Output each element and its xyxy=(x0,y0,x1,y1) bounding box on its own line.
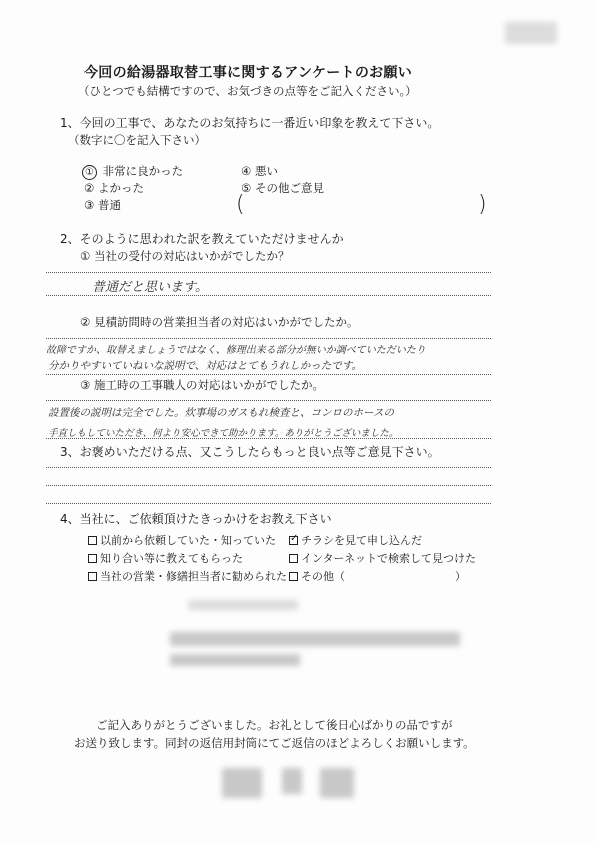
redacted-signature xyxy=(222,768,262,798)
q1-option-1[interactable] xyxy=(82,163,183,180)
checkbox-checked[interactable] xyxy=(289,536,298,545)
q1-option-2[interactable] xyxy=(84,180,144,196)
other-opinion-paren-open: ( xyxy=(236,192,245,217)
question-2-sub-1: ① 当社の受付の対応はいかがでしたか？ xyxy=(80,249,290,263)
answer-line xyxy=(46,503,491,504)
option-label: 悪い xyxy=(254,164,278,178)
answer-line xyxy=(46,338,491,339)
handwritten-answer-3-line-1: 設置後の説明は完全でした。炊事場のガスもれ検査と、コンロのホースの xyxy=(48,407,394,419)
q4-option-1[interactable] xyxy=(88,532,276,548)
redacted-date xyxy=(188,600,298,610)
redacted-customer-info-line-1 xyxy=(170,632,460,646)
answer-line xyxy=(46,400,491,401)
option-label: その他ご意見 xyxy=(254,181,324,195)
redacted-signature xyxy=(282,768,302,794)
redacted-customer-info-line-2 xyxy=(170,654,300,666)
handwritten-answer-2-line-2: 分かりやすいていねいな説明で、対応はとてもうれしかったです。 xyxy=(48,360,362,372)
answer-line xyxy=(46,272,491,273)
other-opinion-paren-close: ) xyxy=(478,192,487,217)
question-4: 4、当社に、ご依頼頂けたきっかけをお教え下さい xyxy=(60,512,332,526)
handwritten-answer-2-line-1: 故障ですか、取替えましょうではなく、修理出来る部分が無いか調べていただいたり xyxy=(46,345,426,356)
survey-subtitle: （ひとつでも結構ですので、お気づきの点等をご記入ください。） xyxy=(78,84,417,98)
question-2: 2、そのように思われた訳を教えていただけませんか xyxy=(60,232,344,246)
q1-option-3[interactable] xyxy=(84,197,121,213)
answer-line xyxy=(46,295,491,296)
q1-option-4[interactable] xyxy=(241,163,278,179)
option-label: 知り合い等に教えてもらった xyxy=(100,552,243,565)
q4-option-3[interactable] xyxy=(88,568,287,584)
handwritten-answer-1: 普通だと思います。 xyxy=(92,280,208,295)
q1-option-5[interactable] xyxy=(241,180,324,196)
survey-title: 今回の給湯器取替工事に関するアンケートのお願い xyxy=(84,65,413,81)
option-number: ⑤ xyxy=(241,181,252,195)
question-1-instruction: （数字に〇を記入下さい） xyxy=(68,133,206,147)
answer-line xyxy=(46,438,491,439)
checkbox[interactable] xyxy=(289,572,298,581)
checkbox[interactable] xyxy=(88,572,97,581)
option-number: ② xyxy=(84,181,95,195)
option-label: 当社の営業・修繕担当者に勧められた xyxy=(100,570,287,583)
answer-line xyxy=(46,467,491,468)
checkbox[interactable] xyxy=(289,554,298,563)
option-number: ① xyxy=(82,165,97,180)
checkbox[interactable] xyxy=(88,554,97,563)
question-1: 1、今回の工事で、あなたのお気持ちに一番近い印象を教えて下さい。 xyxy=(60,116,440,130)
q4-option-6[interactable] xyxy=(289,568,466,584)
answer-line xyxy=(46,374,491,375)
option-label: よかった xyxy=(97,181,144,195)
option-label: 非常に良かった xyxy=(102,164,184,178)
question-2-sub-2: ② 見積訪問時の営業担当者の対応はいかがでしたか。 xyxy=(80,315,359,329)
redacted-corner-stamp xyxy=(505,22,557,44)
q4-option-2[interactable] xyxy=(88,550,243,566)
q4-option-5[interactable] xyxy=(289,550,476,566)
option-number: ③ xyxy=(84,198,95,212)
q4-option-4[interactable] xyxy=(289,532,422,548)
question-3: 3、お褒めいただける点、又こうしたらもっと良い点等ご意見下さい。 xyxy=(60,445,440,459)
checkbox[interactable] xyxy=(88,536,97,545)
question-2-sub-3: ③ 施工時の工事職人の対応はいかがでしたか。 xyxy=(80,378,324,392)
option-number: ④ xyxy=(241,164,252,178)
handwritten-answer-3-line-2: 手直しもしていただき、何より安心できて助かります。ありがとうございました。 xyxy=(48,428,399,439)
redacted-signature xyxy=(320,768,354,798)
option-label: インターネットで検索して見つけた xyxy=(301,552,477,565)
answer-line xyxy=(46,485,491,486)
option-label: 以前から依頼していた・知っていた xyxy=(100,534,276,547)
option-label: 普通 xyxy=(97,198,121,212)
option-label: チラシを見て申し込んだ xyxy=(301,534,422,547)
footer-thanks-line-1: ご記入ありがとうございました。お礼として後日心ばかりの品ですが xyxy=(96,718,453,732)
footer-thanks-line-2: お送り致します。同封の返信用封筒にてご返信のほどよろしくお願いします。 xyxy=(74,736,475,750)
option-label: その他（ ） xyxy=(301,570,466,583)
